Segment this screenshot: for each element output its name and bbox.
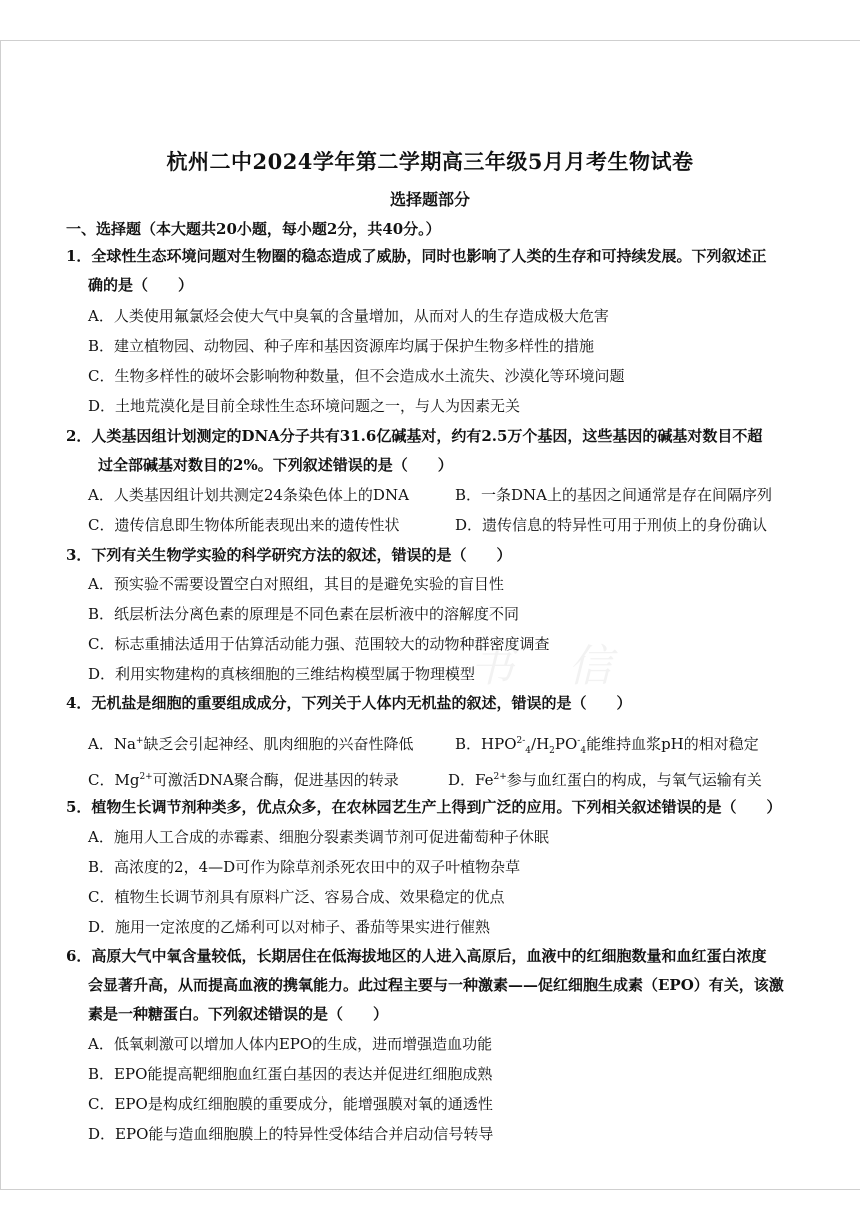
question-1-option-c: C．生物多样性的破坏会影响物种数量，但不会造成水土流失、沙漠化等环境问题 <box>88 367 625 385</box>
question-4-stem: 4．无机盐是细胞的重要组成成分，下列关于人体内无机盐的叙述，错误的是（ ） <box>66 694 632 712</box>
option-b-sup-1: 2- <box>516 736 526 746</box>
option-b-sub-3: 4 <box>580 746 587 756</box>
section-subtitle: 选择题部分 <box>389 190 470 209</box>
option-d-text: 参与血红蛋白的构成，与氧气运输有关 <box>506 771 762 789</box>
question-3-option-b: B．纸层析法分离色素的原理是不同色素在层析液中的溶解度不同 <box>88 605 520 623</box>
option-b-sub-1: 4 <box>525 746 532 756</box>
section-heading: 一、选择题（本大题共20小题，每小题2分，共40分。） <box>66 220 441 238</box>
watermark: 书 信 <box>470 641 632 692</box>
option-d-superscript: 2+ <box>493 772 507 782</box>
question-2-option-a: A．人类基因组计划共测定24条染色体上的DNA <box>88 486 409 504</box>
question-5-option-d: D．施用一定浓度的乙烯利可以对柿子、番茄等果实进行催熟 <box>88 918 491 936</box>
option-c-prefix: C．Mg <box>88 771 140 789</box>
question-2-stem-line-1: 2．人类基因组计划测定的DNA分子共有31.6亿碱基对，约有2.5万个基因，这些基因的碱基对数目不超 <box>66 427 763 445</box>
question-3-stem: 3．下列有关生物学实验的科学研究方法的叙述，错误的是（ ） <box>66 546 512 564</box>
question-2-stem-line-2: 过全部碱基对数目的2%。下列叙述错误的是（ ） <box>98 456 453 474</box>
question-1-option-a: A．人类使用氟氯烃会使大气中臭氧的含量增加，从而对人的生存造成极大危害 <box>88 307 609 325</box>
question-6-option-a: A．低氧刺激可以增加人体内EPO的生成，进而增强造血功能 <box>88 1035 493 1053</box>
question-4-option-c <box>88 767 399 790</box>
option-b-sup-2: - <box>577 736 581 746</box>
option-b-mid: /H <box>531 735 550 753</box>
question-1-stem-line-1: 1．全球性生态环境问题对生物圈的稳态造成了威胁，同时也影响了人类的生存和可持续发展。下列叙述正 <box>66 247 767 265</box>
question-6-stem-line-2: 会显著升高，从而提高血液的携氧能力。此过程主要与一种激素——促红细胞生成素（EPO）有关，该激 <box>88 976 784 994</box>
option-a-prefix: A．Na <box>88 735 136 753</box>
option-a-superscript: + <box>135 736 144 746</box>
question-5-option-a: A．施用人工合成的赤霉素、细胞分裂素类调节剂可促进葡萄种子休眠 <box>88 828 549 846</box>
question-6-stem-line-3: 素是一种糖蛋白。下列叙述错误的是（ ） <box>88 1005 389 1023</box>
question-6-option-b: B．EPO能提高靶细胞血红蛋白基因的表达并促进红细胞成熟 <box>88 1065 493 1083</box>
option-b-prefix: B．HPO <box>455 735 517 753</box>
question-1-option-b: B．建立植物园、动物园、种子库和基因资源库均属于保护生物多样性的措施 <box>88 337 595 355</box>
question-2-option-c: C．遗传信息即生物体所能表现出来的遗传性状 <box>88 516 400 534</box>
question-6-option-d: D．EPO能与造血细胞膜上的特异性受体结合并启动信号转导 <box>88 1125 494 1143</box>
question-2-option-b: B．一条DNA上的基因之间通常是存在间隔序列 <box>455 486 773 504</box>
page-border-top <box>0 40 860 41</box>
page-border-bottom <box>0 1189 860 1190</box>
exam-title: 杭州二中2024学年第二学期高三年级5月月考生物试卷 <box>166 149 694 174</box>
question-5-option-c: C．植物生长调节剂具有原料广泛、容易合成、效果稳定的优点 <box>88 888 505 906</box>
question-5-stem: 5．植物生长调节剂种类多，优点众多，在农林园艺生产上得到广泛的应用。下列相关叙述错误的是（ ） <box>66 798 782 816</box>
option-a-text: 缺乏会引起神经、肌肉细胞的兴奋性降低 <box>143 735 414 753</box>
option-b-mid-2: PO <box>554 735 578 753</box>
question-4-option-d <box>448 767 762 790</box>
question-3-option-c: C．标志重捕法适用于估算活动能力强、范围较大的动物种群密度调查 <box>88 635 550 653</box>
question-5-option-b: B．高浓度的2，4—D可作为除草剂杀死农田中的双子叶植物杂草 <box>88 858 521 876</box>
question-4-option-b <box>455 731 759 761</box>
question-2-option-d: D．遗传信息的特异性可用于刑侦上的身份确认 <box>455 516 768 534</box>
question-3-option-d: D．利用实物建构的真核细胞的三维结构模型属于物理模型 <box>88 665 476 683</box>
question-6-stem-line-1: 6．高原大气中氧含量较低，长期居住在低海拔地区的人进入高原后，血液中的红细胞数量和血红蛋白浓度 <box>66 947 767 965</box>
option-b-text: 能维持血浆pH的相对稳定 <box>586 735 759 753</box>
question-1-stem-line-2: 确的是（ ） <box>88 276 194 294</box>
page-border-left <box>0 40 1 1190</box>
question-3-option-a: A．预实验不需要设置空白对照组，其目的是避免实验的盲目性 <box>88 575 504 593</box>
question-6-option-c: C．EPO是构成红细胞膜的重要成分，能增强膜对氧的通透性 <box>88 1095 493 1113</box>
option-d-prefix: D．Fe <box>448 771 494 789</box>
option-c-superscript: 2+ <box>139 772 153 782</box>
option-b-sub-2: 2 <box>549 746 555 756</box>
option-c-text: 可激活DNA聚合酶，促进基因的转录 <box>152 771 399 789</box>
question-1-option-d: D．土地荒漠化是目前全球性生态环境问题之一，与人为因素无关 <box>88 397 521 415</box>
question-4-option-a <box>88 731 413 754</box>
